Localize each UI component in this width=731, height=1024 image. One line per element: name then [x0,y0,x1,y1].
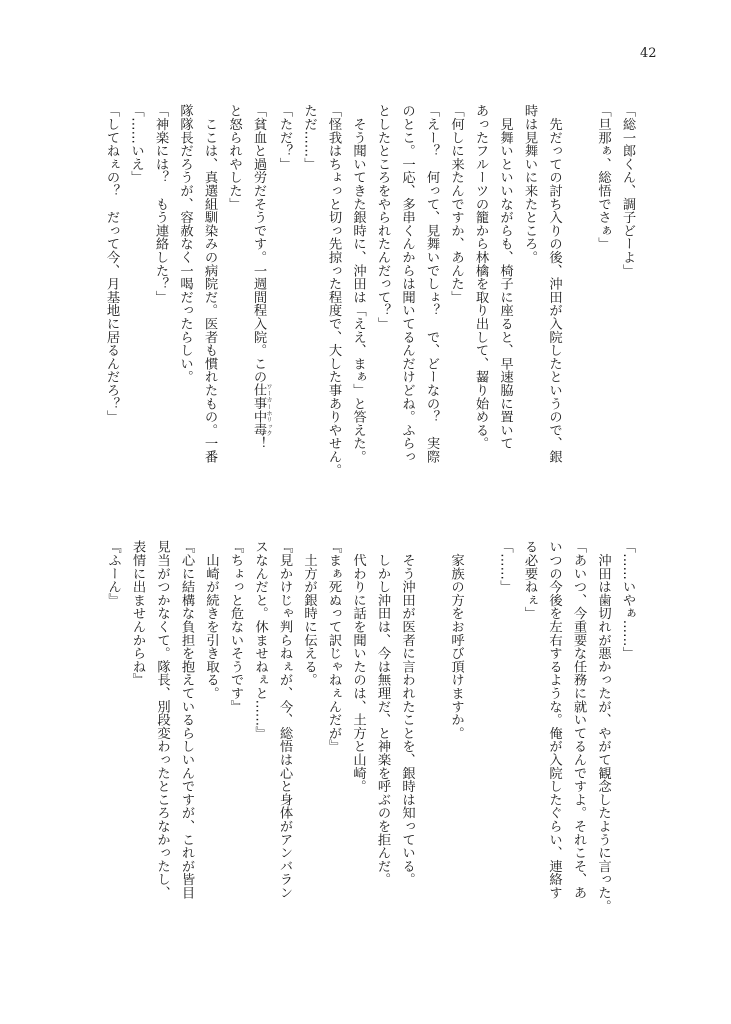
body-text-top [99,104,640,524]
text-line: 「旦那ぁ、総悟でさぁ」 [595,104,611,251]
text-line: 「……」 [497,540,513,594]
text-line: 表情に出ませんからね』 [130,540,145,687]
text-line: 見舞いといいながらも、椅子に座ると、早速脇に置いて [497,104,513,450]
text-line: そう聞いてきた銀時に、沖田は「ええ、まぁ」と答えた。 [350,104,366,464]
text-line: 隊隊長だろうが、容赦なく一喝だったらしい。 [177,104,193,384]
text-line: のとこ。一応、多串くんからは聞いてるんだけどね。ふらっ [399,104,415,464]
text-line: 『見かけじゃ判らねぇが、今、総悟は心と身体がアンバラン [277,540,292,900]
text-line: 代わりに話を聞いたのは、土方と山崎。 [350,540,366,793]
text-line: 先だっての討ち入りの後、沖田が入院したというので、銀 [546,104,562,464]
text-line: 「してねぇの？ だって今、月基地に居るんだろ？」 [104,104,119,424]
text-line: 「総一郎くん、調子どーよ」 [620,104,635,277]
body-text-bottom [100,540,639,960]
text-line: 時は見舞いに来たところ。 [522,104,537,264]
text-line: ただ……」 [301,104,317,171]
text-line: 『ちょっと危ないそうです』 [228,540,243,713]
blank-line [419,540,444,960]
text-line: 「えー？ 何って、見舞いでしょ？ で、どーなの？ 実際 [424,104,439,464]
page-number: 42 [640,46,657,61]
text-line: 「……いやぁ……」 [620,540,635,660]
text-line: 「怪我はちょっと切っ先掠った程度で、大した事ありやせん。 [326,104,341,477]
text-line: 「ただ？」 [277,104,292,171]
text-line: 山崎が続きを引き取る。 [203,540,219,700]
text-line: 「何しに来たんですか、あんた」 [448,104,464,304]
text-line: しかし沖田は、今は無理だ、と神楽を呼ぶのを拒んだ。 [375,540,390,886]
text-line: 家族の方をお呼び頂けますか。 [448,540,464,740]
text-line: る必要ねぇ」 [522,540,537,620]
text-line: 『ふーん』 [105,540,121,607]
text-line: いつの今後を左右するような。俺が入院したぐらい、連絡す [546,540,562,900]
blank-line [468,540,493,960]
text-line: としたところをやられたんだって？」 [375,104,390,331]
blank-line [566,104,591,524]
ruby-reading: ワーカーホリック [265,383,272,437]
text-line: 見当がつかなくて。隊長、別段変わったところなかったし、 [154,540,170,900]
text-line: 『心に結構な負担を抱えているらしいんですが、これが皆目 [179,540,194,900]
text-line: スなんだと。休ませねぇと……』 [252,540,268,740]
text-line: 土方が銀時に伝える。 [301,540,317,687]
text-line: そう沖田が医者に言われたことを、銀時は知っている。 [399,540,415,886]
text-line: 『まぁ死ぬって訳じゃねぇんだが』 [326,540,341,753]
text-line: あったフルーツの籠から林檎を取り出して、齧り始める。 [473,104,488,450]
text-line: 「貧血と過労だそうです。一週間程入院。この仕事中毒 ワーカーホリック！ [251,104,272,450]
text-line: 「……いえ」 [128,104,144,184]
text-line: 沖田は歯切れが悪かったが、やがて観念したように言った。 [595,540,611,913]
text-line: 「あいつ、今重要な任務に就いてるんですよ。それこそ、あ [571,540,586,900]
ruby-annotation: 仕事中毒 ワーカーホリック [251,383,272,437]
text-line: 「神楽には？ もう連絡した？」 [153,104,168,304]
text-line: ここは、真選組馴染みの病院だ。医者も慣れたもの。一番 [202,104,217,464]
text-line: と怒られやした」 [226,104,242,211]
